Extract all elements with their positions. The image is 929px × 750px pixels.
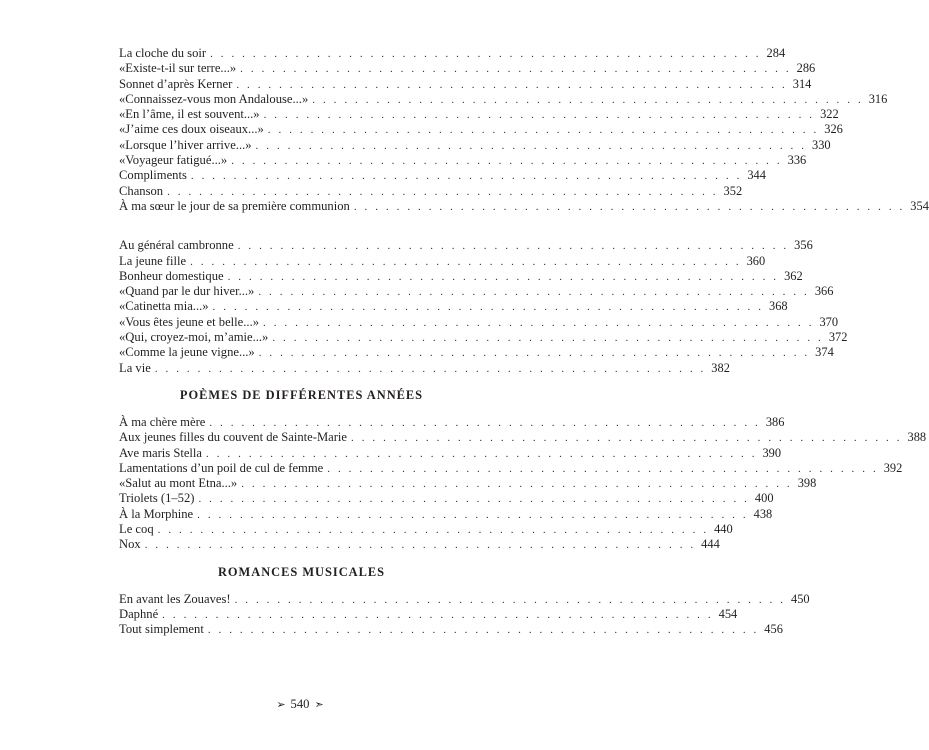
leader-dots: . . . . . . . . . . . . . . . . . . . . . . . . . . . . . . . . . . . . . . . . . . . . . . . . . . . .: [255, 139, 807, 152]
toc-entry: [119, 360, 730, 376]
toc-entry: [119, 476, 817, 491]
entry-page: 356: [794, 238, 813, 253]
toc-entry: [119, 168, 766, 183]
entry-page: 366: [814, 284, 834, 299]
toc-entry: [119, 122, 843, 137]
entry-page: 316: [868, 91, 888, 106]
entry-title: «Catinetta mia...»: [119, 299, 209, 314]
leader-dots: . . . . . . . . . . . . . . . . . . . . . . . . . . . . . . . . . . . . . . . . . . . . . . . . . . . .: [327, 462, 879, 475]
entry-title: Triolets (1–52): [119, 491, 195, 506]
leader-dots: . . . . . . . . . . . . . . . . . . . . . . . . . . . . . . . . . . . . . . . . . . . . . . . . . . . .: [351, 432, 903, 445]
leader-dots: . . . . . . . . . . . . . . . . . . . . . . . . . . . . . . . . . . . . . . . . . . . . . . . . . . . .: [212, 301, 764, 314]
entry-page: 374: [815, 345, 834, 360]
toc-entry: [119, 445, 782, 461]
entry-title: «Lorsque l’hiver arrive...»: [119, 137, 252, 152]
leader-dots: . . . . . . . . . . . . . . . . . . . . . . . . . . . . . . . . . . . . . . . . . . . . . . . . . . . .: [162, 608, 714, 621]
entry-title: Aux jeunes filles du couvent de Sainte-Marie: [119, 430, 348, 445]
leader-dots: . . . . . . . . . . . . . . . . . . . . . . . . . . . . . . . . . . . . . . . . . . . . . . . . . . . .: [167, 185, 719, 198]
entry-title: Ave maris Stella: [119, 445, 203, 460]
page-footer: [0, 697, 600, 712]
entry-page: 390: [762, 445, 782, 460]
toc-entry: [119, 268, 803, 284]
toc-entry: [119, 345, 834, 360]
leader-dots: . . . . . . . . . . . . . . . . . . . . . . . . . . . . . . . . . . . . . . . . . . . . . . . . . . . .: [207, 624, 759, 637]
entry-title: La vie: [119, 360, 151, 375]
leader-dots: . . . . . . . . . . . . . . . . . . . . . . . . . . . . . . . . . . . . . . . . . . . . . . . . . . . .: [272, 332, 824, 345]
toc-entry: [119, 591, 810, 607]
section-heading: ROMANCES MUSICALES: [217, 564, 386, 579]
leader-dots: . . . . . . . . . . . . . . . . . . . . . . . . . . . . . . . . . . . . . . . . . . . . . . . . . . . .: [258, 286, 810, 299]
entry-title: Lamentations d’un poil de cul de femme: [119, 460, 324, 475]
entry-title: Daphné: [119, 606, 159, 621]
entry-page: 388: [907, 430, 927, 445]
leader-dots: . . . . . . . . . . . . . . . . . . . . . . . . . . . . . . . . . . . . . . . . . . . . . . . . . . . .: [190, 170, 742, 183]
leader-dots: . . . . . . . . . . . . . . . . . . . . . . . . . . . . . . . . . . . . . . . . . . . . . . . . . . . .: [144, 539, 696, 552]
leader-dots: . . . . . . . . . . . . . . . . . . . . . . . . . . . . . . . . . . . . . . . . . . . . . . . . . . . .: [209, 416, 761, 429]
leader-dots: . . . . . . . . . . . . . . . . . . . . . . . . . . . . . . . . . . . . . . . . . . . . . . . . . . . .: [236, 78, 788, 91]
leader-dots: . . . . . . . . . . . . . . . . . . . . . . . . . . . . . . . . . . . . . . . . . . . . . . . . . . . .: [157, 524, 709, 537]
entry-title: Chanson: [119, 183, 164, 198]
entry-title: «Salut au mont Etna...»: [119, 476, 238, 491]
toc-section-1: [119, 46, 929, 214]
entry-page: 322: [820, 107, 839, 122]
entry-page: 368: [769, 299, 788, 314]
toc-entry: [119, 284, 834, 299]
entry-title: «Quand par le dur hiver...»: [119, 284, 255, 299]
toc-entry: [119, 414, 785, 430]
toc-entry: [119, 537, 720, 552]
leader-dots: . . . . . . . . . . . . . . . . . . . . . . . . . . . . . . . . . . . . . . . . . . . . . . . . . . . .: [154, 362, 706, 375]
entry-title: Au général cambronne: [119, 238, 234, 253]
entry-title: «Voyageur fatigué...»: [119, 153, 228, 168]
entry-page: 398: [797, 476, 817, 491]
leader-dots: . . . . . . . . . . . . . . . . . . . . . . . . . . . . . . . . . . . . . . . . . . . . . . . . . . . .: [227, 270, 779, 283]
entry-page: 456: [764, 622, 783, 637]
leader-dots: . . . . . . . . . . . . . . . . . . . . . . . . . . . . . . . . . . . . . . . . . . . . . . . . . . . .: [190, 255, 742, 268]
entry-title: Tout simplement: [119, 622, 204, 637]
toc-entry: [119, 522, 733, 537]
leader-dots: . . . . . . . . . . . . . . . . . . . . . . . . . . . . . . . . . . . . . . . . . . . . . . . . . . . .: [240, 63, 792, 76]
toc-entry: [119, 137, 831, 153]
leader-dots: . . . . . . . . . . . . . . . . . . . . . . . . . . . . . . . . . . . . . . . . . . . . . . . . . . . .: [237, 240, 789, 253]
entry-page: 362: [784, 268, 803, 283]
leader-dots: . . . . . . . . . . . . . . . . . . . . . . . . . . . . . . . . . . . . . . . . . . . . . . . . . . . .: [312, 93, 864, 106]
toc-entry: [119, 107, 839, 122]
toc-entry: [119, 46, 786, 61]
toc-section-2: [119, 238, 848, 376]
entry-title: «Qui, croyez-moi, m’amie...»: [119, 330, 269, 345]
leader-dots: . . . . . . . . . . . . . . . . . . . . . . . . . . . . . . . . . . . . . . . . . . . . . . . . . . . .: [198, 493, 750, 506]
leader-dots: . . . . . . . . . . . . . . . . . . . . . . . . . . . . . . . . . . . . . . . . . . . . . . . . . . . .: [263, 109, 815, 122]
toc-entry: [119, 491, 774, 506]
entry-title: Nox: [119, 537, 141, 552]
leader-dots: . . . . . . . . . . . . . . . . . . . . . . . . . . . . . . . . . . . . . . . . . . . . . . . . . . . .: [267, 124, 819, 137]
entry-title: En avant les Zouaves!: [119, 591, 231, 606]
toc-entry: [119, 76, 812, 92]
toc-section-3: [119, 414, 927, 553]
entry-page: 370: [819, 314, 839, 329]
entry-page: 354: [910, 198, 929, 213]
entry-title: À la Morphine: [119, 506, 194, 521]
entry-title: À ma sœur le jour de sa première communion: [119, 198, 350, 213]
leader-dots: . . . . . . . . . . . . . . . . . . . . . . . . . . . . . . . . . . . . . . . . . . . . . . . . . . . .: [234, 593, 786, 606]
entry-page: 444: [701, 537, 720, 552]
entry-title: Compliments: [119, 168, 187, 183]
toc-entry: [119, 460, 903, 476]
entry-page: 360: [746, 253, 766, 268]
entry-title: Bonheur domestique: [119, 268, 224, 283]
entry-page: 454: [718, 606, 738, 621]
toc-section-4: [119, 591, 810, 638]
entry-title: «Connaissez-vous mon Andalouse...»: [119, 91, 309, 106]
leader-dots: . . . . . . . . . . . . . . . . . . . . . . . . . . . . . . . . . . . . . . . . . . . . . . . . . . . .: [206, 447, 758, 460]
entry-page: 440: [714, 522, 733, 537]
section-gap: [119, 214, 484, 238]
entry-title: «Existe-t-il sur terre...»: [119, 61, 237, 76]
toc-entry: [119, 606, 738, 622]
entry-title: «Comme la jeune vigne...»: [119, 345, 255, 360]
entry-page: 344: [747, 168, 766, 183]
leader-dots: . . . . . . . . . . . . . . . . . . . . . . . . . . . . . . . . . . . . . . . . . . . . . . . . . . . .: [263, 316, 815, 329]
leader-dots: . . . . . . . . . . . . . . . . . . . . . . . . . . . . . . . . . . . . . . . . . . . . . . . . . . . .: [241, 478, 793, 491]
entry-title: La cloche du soir: [119, 46, 207, 60]
entry-title: «Vous êtes jeune et belle...»: [119, 314, 260, 329]
entry-page: 438: [753, 506, 773, 521]
entry-page: 314: [792, 76, 812, 91]
toc-entry: [119, 198, 929, 214]
arrow-left-ornament-icon: ➣: [314, 699, 324, 711]
toc-entry: [119, 153, 807, 168]
leader-dots: . . . . . . . . . . . . . . . . . . . . . . . . . . . . . . . . . . . . . . . . . . . . . . . . . . . .: [258, 347, 810, 360]
arrow-right-ornament-icon: ➢: [276, 699, 286, 711]
entry-page: 382: [711, 360, 730, 375]
section-heading: POÈMES DE DIFFÉRENTES ANNÉES: [179, 387, 424, 402]
leader-dots: . . . . . . . . . . . . . . . . . . . . . . . . . . . . . . . . . . . . . . . . . . . . . . . . . . . .: [231, 155, 783, 168]
toc-entry: [119, 299, 788, 314]
toc-entry: [119, 91, 888, 107]
entry-page: 400: [754, 491, 774, 506]
toc-entry: [119, 330, 848, 345]
entry-title: Le coq: [119, 522, 154, 537]
toc-entry: [119, 183, 743, 199]
leader-dots: . . . . . . . . . . . . . . . . . . . . . . . . . . . . . . . . . . . . . . . . . . . . . . . . . . . .: [210, 48, 762, 60]
toc-entry: [119, 314, 839, 330]
toc-entry: [119, 430, 927, 445]
entry-page: 286: [796, 61, 816, 76]
toc-entry: [119, 253, 766, 269]
table-of-contents: [119, 46, 929, 638]
toc-entry: [119, 238, 813, 253]
entry-page: 372: [828, 330, 848, 345]
entry-page: 386: [765, 414, 785, 429]
entry-title: À ma chère mère: [119, 414, 206, 429]
toc-entry: [119, 506, 773, 522]
entry-page: 284: [766, 46, 786, 60]
entry-title: Sonnet d’après Kerner: [119, 76, 233, 91]
page-number: 540: [290, 697, 310, 711]
entry-page: 352: [723, 183, 743, 198]
entry-page: 336: [787, 153, 807, 168]
toc-entry: [119, 61, 816, 76]
entry-title: «En l’âme, il est souvent...»: [119, 107, 260, 122]
entry-title: La jeune fille: [119, 253, 187, 268]
entry-title: «J’aime ces doux oiseaux...»: [119, 122, 264, 137]
toc-entry: [119, 622, 783, 637]
leader-dots: . . . . . . . . . . . . . . . . . . . . . . . . . . . . . . . . . . . . . . . . . . . . . . . . . . . .: [197, 508, 749, 521]
entry-page: 330: [812, 137, 831, 152]
entry-page: 326: [824, 122, 843, 137]
leader-dots: . . . . . . . . . . . . . . . . . . . . . . . . . . . . . . . . . . . . . . . . . . . . . . . . . . . .: [353, 200, 905, 213]
entry-page: 392: [883, 460, 903, 475]
entry-page: 450: [791, 591, 810, 606]
